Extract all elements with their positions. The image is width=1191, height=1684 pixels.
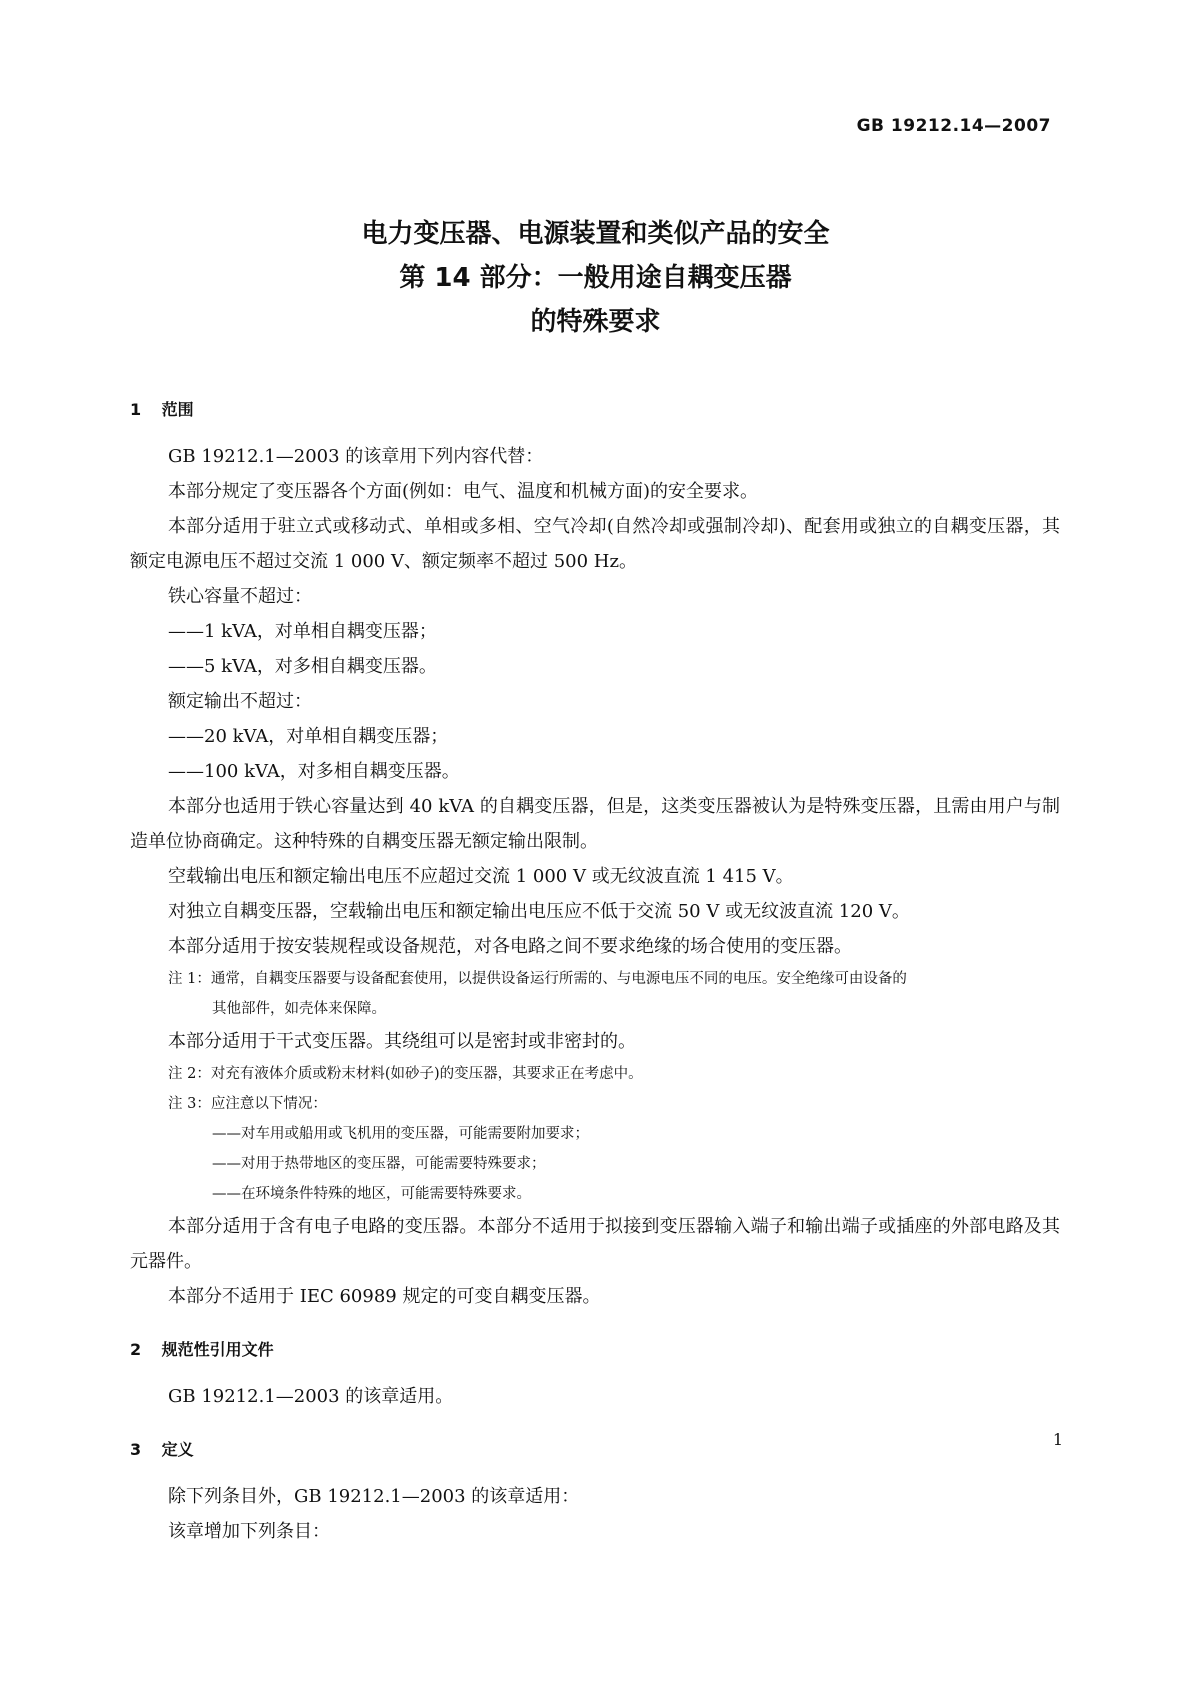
paragraph: 本部分不适用于 IEC 60989 规定的可变自耦变压器。 bbox=[168, 1286, 601, 1307]
section-2-heading bbox=[130, 1332, 1060, 1367]
paragraph: 本部分适用于含有电子电路的变压器。本部分不适用于拟接到变压器输入端子和输出端子或插座的外部电路及其元器件。 bbox=[130, 1216, 1060, 1272]
paragraph: GB 19212.1—2003 的该章用下列内容代替： bbox=[168, 446, 544, 467]
section-3-heading bbox=[130, 1432, 1060, 1467]
note-1: 注 1：通常，自耦变压器要与设备配套使用，以提供设备运行所需的、与电源电压不同的电压。安全绝缘可由设备的 bbox=[168, 971, 907, 987]
note-2: 注 2：对充有液体介质或粉末材料(如砂子)的变压器，其要求正在考虑中。 bbox=[168, 1066, 643, 1082]
section-title: 规范性引用文件 bbox=[161, 1340, 274, 1359]
paragraph: 本部分规定了变压器各个方面(例如：电气、温度和机械方面)的安全要求。 bbox=[168, 481, 759, 502]
section-number: 3 bbox=[130, 1440, 142, 1459]
dash-item: ——20 kVA，对单相自耦变压器； bbox=[168, 726, 449, 747]
title-line-1: 电力变压器、电源装置和类似产品的安全 bbox=[361, 219, 830, 249]
page-number: 1 bbox=[1052, 1430, 1063, 1449]
dash-item: ——1 kVA，对单相自耦变压器； bbox=[168, 621, 437, 642]
document-title bbox=[0, 212, 1191, 344]
note-dash-item: ——对车用或船用或飞机用的变压器，可能需要附加要求； bbox=[212, 1126, 589, 1142]
note-dash-item: ——在环境条件特殊的地区，可能需要特殊要求。 bbox=[212, 1186, 531, 1202]
section-1-heading bbox=[130, 392, 1060, 427]
paragraph: 本部分适用于按安装规程或设备规范，对各电路之间不要求绝缘的场合使用的变压器。 bbox=[168, 936, 852, 957]
paragraph: 额定输出不超过： bbox=[168, 691, 312, 712]
paragraph: GB 19212.1—2003 的该章适用。 bbox=[168, 1386, 454, 1407]
section-title: 范围 bbox=[161, 400, 194, 419]
section-title: 定义 bbox=[161, 1440, 194, 1459]
dash-item: ——100 kVA，对多相自耦变压器。 bbox=[168, 761, 460, 782]
paragraph: 该章增加下列条目： bbox=[168, 1521, 330, 1542]
document-body bbox=[130, 400, 1060, 1549]
paragraph: 除下列条目外，GB 19212.1—2003 的该章适用： bbox=[168, 1486, 580, 1507]
dash-item: ——5 kVA，对多相自耦变压器。 bbox=[168, 656, 437, 677]
note-3: 注 3：应注意以下情况： bbox=[168, 1096, 327, 1112]
paragraph: 本部分也适用于铁心容量达到 40 kVA 的自耦变压器，但是，这类变压器被认为是特殊变压器，且需由用户与制造单位协商确定。这种特殊的自耦变压器无额定输出限制。 bbox=[130, 796, 1060, 852]
section-number: 1 bbox=[130, 400, 142, 419]
note-dash-item: ——对用于热带地区的变压器，可能需要特殊要求； bbox=[212, 1156, 546, 1172]
paragraph: 铁心容量不超过： bbox=[168, 586, 312, 607]
paragraph: 空载输出电压和额定输出电压不应超过交流 1 000 V 或无纹波直流 1 415 V。 bbox=[168, 866, 794, 887]
standard-code: GB 19212.14—2007 bbox=[856, 116, 1051, 136]
note-1-continued: 其他部件，如壳体来保障。 bbox=[212, 1001, 386, 1017]
title-line-3: 的特殊要求 bbox=[530, 307, 661, 337]
paragraph: 本部分适用于驻立式或移动式、单相或多相、空气冷却(自然冷却或强制冷却)、配套用或独立的自耦变压器，其额定电源电压不超过交流 1 000 V、额定频率不超过 500 Hz。 bbox=[130, 516, 1060, 572]
paragraph: 本部分适用于干式变压器。其绕组可以是密封或非密封的。 bbox=[168, 1031, 636, 1052]
title-line-2: 第 14 部分：一般用途自耦变压器 bbox=[399, 263, 792, 293]
section-number: 2 bbox=[130, 1340, 142, 1359]
paragraph: 对独立自耦变压器，空载输出电压和额定输出电压应不低于交流 50 V 或无纹波直流 120 V。 bbox=[168, 901, 910, 922]
